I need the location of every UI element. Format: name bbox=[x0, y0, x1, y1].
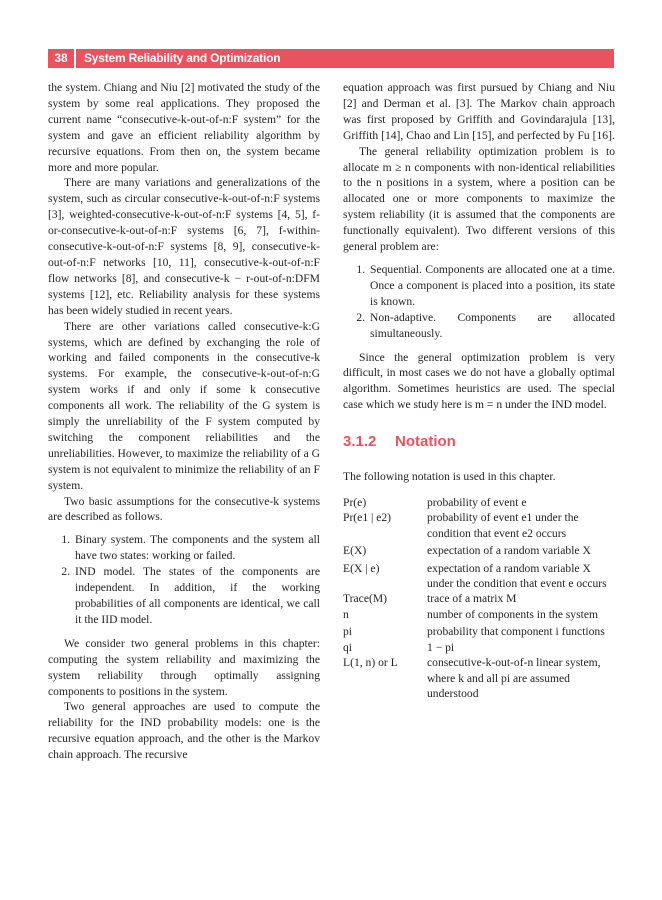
table-row bbox=[343, 640, 615, 655]
paragraph: Two basic assumptions for the consecutive-k systems are described as follows. bbox=[48, 494, 320, 524]
table-row bbox=[343, 541, 615, 558]
notation-definition: probability of event e1 under the condition that event e2 occurs bbox=[427, 511, 579, 540]
paragraph: Two general approaches are used to compute the reliability for the IND probability models: one is the recursive equation approach, and the other is the Markov chain approach. The recursive bbox=[48, 700, 320, 762]
section-heading bbox=[343, 433, 615, 451]
table-row bbox=[343, 559, 615, 592]
paragraph: There are other variations called consecutive-k:G systems, which are defined by exchanging the role of working and failed components in the consecutive-k systems. For example, the consecutive-k-out-of-n:G system works if and only if some k consecutive components all work. The reliability of the G system is simply the unreliability of the F system computed by switching the component reliabilities and the unreliabilities. However, to maximize the reliability of a G system is not equivalent to minimize the reliability of an F system. bbox=[48, 319, 320, 492]
paragraph: The general reliability optimization problem is to allocate m ≥ n components with non-identical reliabilities to the n positions in a system, where a position can be allocated one or more components to maximize the system reliability (it is assumed that the components are functionally equivalent). Two different versions of this general problem are: bbox=[343, 144, 615, 254]
paragraph: There are many variations and generalizations of the system, such as circular consecutive-k-out-of-n:F systems [3], weighted-consecutive-k-out-of-n:F systems [4, 5], f-or-consecutive-k-out-of-n:F systems [6, 7], f-within-consecutive-k-out-of-n:F systems [8, 9], consecutive-k-out-of-n:F networks [10, 11], consecutive-k-out-of-n:F flow networks [8], and consecutive-k − r-out-of-n:DFM systems [12], etc. Reliability analysis for these systems has been widely studied in recent years. bbox=[48, 176, 320, 317]
section-number: 3.1.2 bbox=[343, 433, 377, 451]
notation-symbol: pi bbox=[343, 625, 353, 639]
table-row bbox=[343, 607, 615, 622]
notation-symbol: Pr(e) bbox=[343, 496, 367, 510]
notation-symbol: Pr(e1 | e2) bbox=[343, 511, 392, 525]
table-row bbox=[343, 495, 615, 510]
section-title: Notation bbox=[395, 433, 456, 451]
running-header bbox=[48, 49, 614, 68]
notation-symbol: Trace(M) bbox=[343, 592, 388, 606]
notation-definition: trace of a matrix M bbox=[427, 592, 517, 606]
notation-symbol: n bbox=[343, 607, 349, 621]
list-item: 1. Binary system. The components and the system all have two states: working or failed. bbox=[73, 532, 320, 564]
notation-symbol: E(X | e) bbox=[343, 561, 380, 575]
paragraph: Since the general optimization problem is very difficult, in most cases we do not have a globally optimal algorithm. Sometimes heuristics are used. The special case which we study here is m = n under the IND model. bbox=[343, 350, 615, 412]
assumptions-list bbox=[48, 532, 320, 627]
paragraph: equation approach was first pursued by Chiang and Niu [2] and Derman et al. [3]. The Markov chain approach was first proposed by Griffith and Govindarajula [13], Griffith [14], Chao and Lin [15], and perfected by Fu [16]. bbox=[343, 81, 615, 142]
paragraph: the system. Chiang and Niu [2] motivated the study of the system by some real applications. They proposed the current name “consecutive-k-out-of-n:F system” for the system and gave an efficient reliability algorithm by recursive equations. From then on, the system became more and more popular. bbox=[48, 81, 320, 174]
table-row bbox=[343, 591, 615, 606]
notation-table bbox=[343, 495, 615, 701]
notation-symbol: E(X) bbox=[343, 544, 367, 558]
paragraph: We consider two general problems in this chapter: computing the system reliability and maximizing the system reliability through optimally assigning components to positions in the system. bbox=[48, 636, 320, 698]
notation-symbol: qi bbox=[343, 640, 353, 654]
problem-versions-list bbox=[343, 262, 615, 342]
page-number: 38 bbox=[48, 49, 76, 68]
list-item: 2. Non-adaptive. Components are allocated simultaneously. bbox=[368, 310, 615, 342]
notation-definition: expectation of a random variable X bbox=[427, 544, 591, 558]
table-row bbox=[343, 622, 615, 639]
table-row bbox=[343, 510, 615, 541]
notation-definition: 1 − pi bbox=[427, 640, 455, 654]
paragraph: The following notation is used in this chapter. bbox=[343, 470, 556, 484]
notation-definition: probability of event e bbox=[427, 496, 527, 510]
list-item: 1. Sequential. Components are allocated one at a time. Once a component is placed into a position, its state is known. bbox=[368, 262, 615, 310]
notation-definition: number of components in the system bbox=[427, 607, 598, 621]
notation-symbol: L(1, n) or L bbox=[343, 656, 398, 670]
list-item: 2. IND model. The states of the components are independent. In addition, if the working probabilities of all components are identical, we call it the IID model. bbox=[73, 564, 320, 628]
left-column bbox=[48, 80, 320, 763]
notation-definition: probability that component i functions bbox=[427, 625, 605, 639]
table-row bbox=[343, 655, 615, 701]
notation-definition: consecutive-k-out-of-n linear system, where k and all pi are assumed understood bbox=[427, 656, 601, 700]
notation-definition: expectation of a random variable X under the condition that event e occurs bbox=[427, 561, 607, 591]
right-column bbox=[343, 80, 615, 701]
running-title: System Reliability and Optimization bbox=[84, 51, 281, 65]
